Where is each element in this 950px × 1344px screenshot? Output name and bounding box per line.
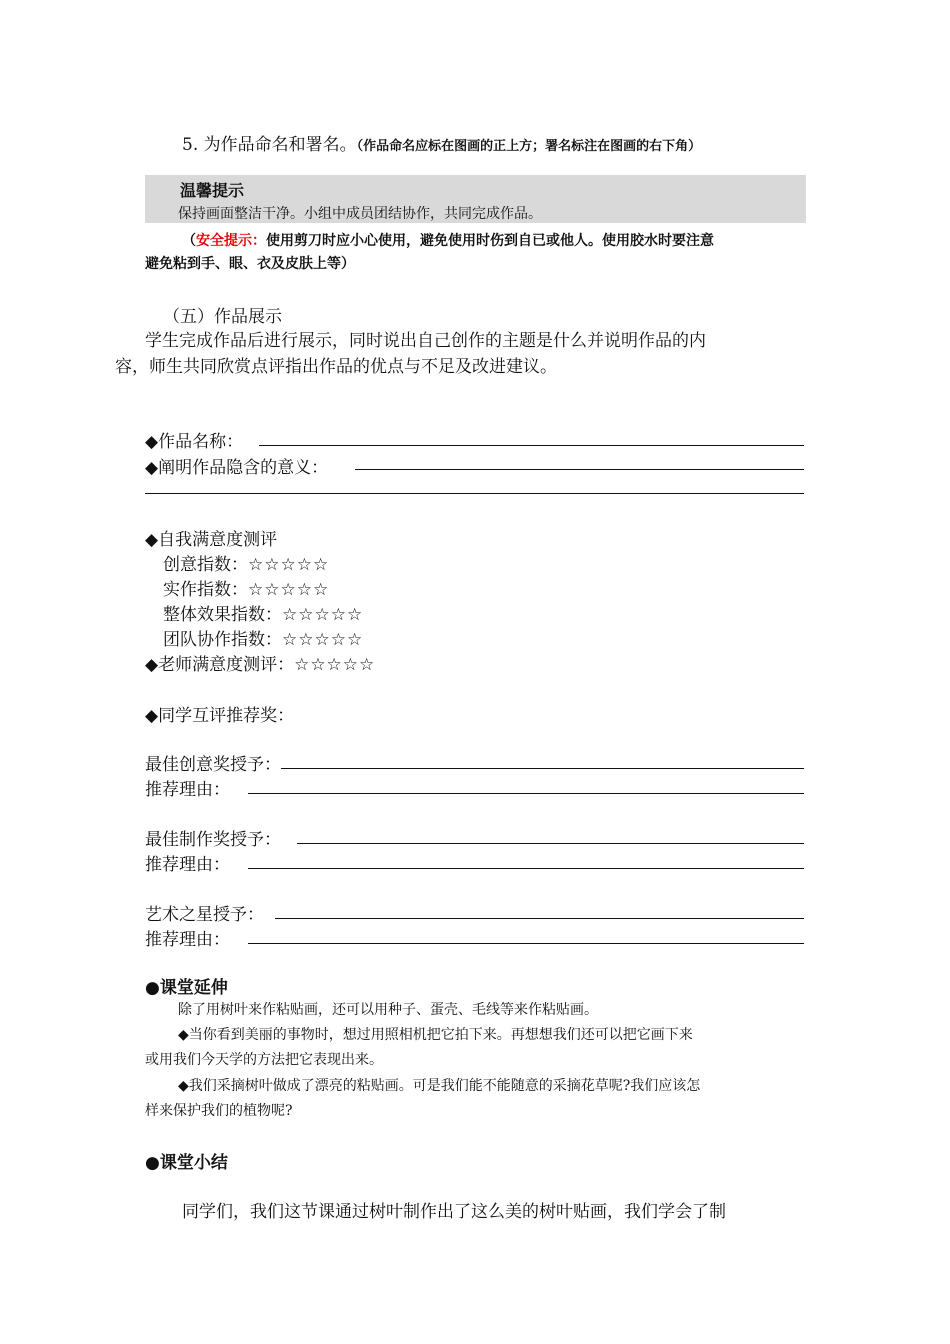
self-eval-item — [163, 625, 363, 650]
self-eval-label: 团队协作指数： — [163, 630, 282, 650]
teacher-eval — [145, 650, 375, 675]
self-eval-item — [163, 575, 329, 600]
tip-title: 温馨提示 — [180, 181, 245, 200]
star-rating[interactable]: ☆☆☆☆☆ — [294, 655, 376, 675]
award-label: 艺术之星授予： — [145, 905, 264, 925]
star-rating[interactable]: ☆☆☆☆☆ — [248, 555, 330, 575]
reason-line[interactable] — [248, 943, 804, 944]
award-line[interactable] — [281, 768, 804, 769]
reason-line[interactable] — [248, 868, 804, 869]
extension-p3-line1: ◆我们采摘树叶做成了漂亮的粘贴画。可是我们能不能随意的采摘花草呢?我们应该怎 — [178, 1078, 701, 1094]
safety-label: 安全提示： — [196, 233, 266, 249]
reason-label: 推荐理由： — [145, 930, 230, 950]
step5-line — [182, 130, 701, 155]
work-name-label: ◆作品名称： — [145, 432, 244, 452]
award-line[interactable] — [297, 843, 804, 844]
safety-line1 — [182, 230, 714, 250]
reason-line[interactable] — [248, 793, 804, 794]
self-eval-title: ◆自我满意度测评 — [145, 530, 278, 550]
extension-p3-line2: 样来保护我们的植物呢? — [145, 1103, 293, 1119]
reason-label: 推荐理由： — [145, 855, 230, 875]
self-eval-label: 实作指数： — [163, 580, 248, 600]
section5-title: （五）作品展示 — [163, 307, 282, 327]
reason-label: 推荐理由： — [145, 780, 230, 800]
self-eval-label: 整体效果指数： — [163, 605, 282, 625]
star-rating[interactable]: ☆☆☆☆☆ — [248, 580, 330, 600]
step5-text: 5. 为作品命名和署名。 — [182, 135, 357, 155]
award-line[interactable] — [275, 918, 804, 919]
extension-p1: 除了用树叶来作粘贴画，还可以用种子、蛋壳、毛线等来作粘贴画。 — [178, 1002, 598, 1018]
star-rating[interactable]: ☆☆☆☆☆ — [282, 630, 364, 650]
summary-title: ●课堂小结 — [145, 1153, 228, 1173]
extension-title: ●课堂延伸 — [145, 978, 228, 998]
award-label: 最佳制作奖授予： — [145, 830, 281, 850]
summary-p1: 同学们，我们这节课通过树叶制作出了这么美的树叶贴画，我们学会了制 — [182, 1202, 726, 1222]
tip-body: 保持画面整洁干净。小组中成员团结协作，共同完成作品。 — [178, 206, 542, 222]
safety-line2: 避免粘到手、眼、衣及皮肤上等） — [145, 256, 355, 272]
award-label: 最佳创意奖授予： — [145, 755, 281, 775]
star-rating[interactable]: ☆☆☆☆☆ — [282, 605, 364, 625]
extension-p2-line1: ◆当你看到美丽的事物时，想过用照相机把它拍下来。再想想我们还可以把它画下来 — [178, 1027, 693, 1043]
section5-para-line2: 容，师生共同欣赏点评指出作品的优点与不足及改进建议。 — [115, 357, 557, 377]
work-name-line[interactable] — [259, 445, 804, 446]
safety-open: （ — [182, 233, 196, 249]
meaning-line-2[interactable] — [145, 493, 804, 494]
self-eval-item — [163, 600, 363, 625]
self-eval-label: 创意指数： — [163, 555, 248, 575]
step5-note: （作品命名应标在图画的正上方；署名标注在图画的右下角） — [356, 139, 702, 154]
peer-title: ◆同学互评推荐奖： — [145, 706, 295, 726]
extension-p2-line2: 或用我们今天学的方法把它表现出来。 — [145, 1052, 383, 1068]
section5-para-line1: 学生完成作品后进行展示，同时说出自己创作的主题是什么并说明作品的内 — [145, 331, 706, 351]
meaning-line[interactable] — [355, 469, 804, 470]
teacher-eval-label: ◆老师满意度测评： — [145, 655, 295, 675]
self-eval-item — [163, 550, 329, 575]
safety-text1: 使用剪刀时应小心使用，避免使用时伤到自已或他人。使用胶水时要注意 — [266, 233, 714, 249]
meaning-label: ◆阐明作品隐含的意义： — [145, 458, 329, 478]
